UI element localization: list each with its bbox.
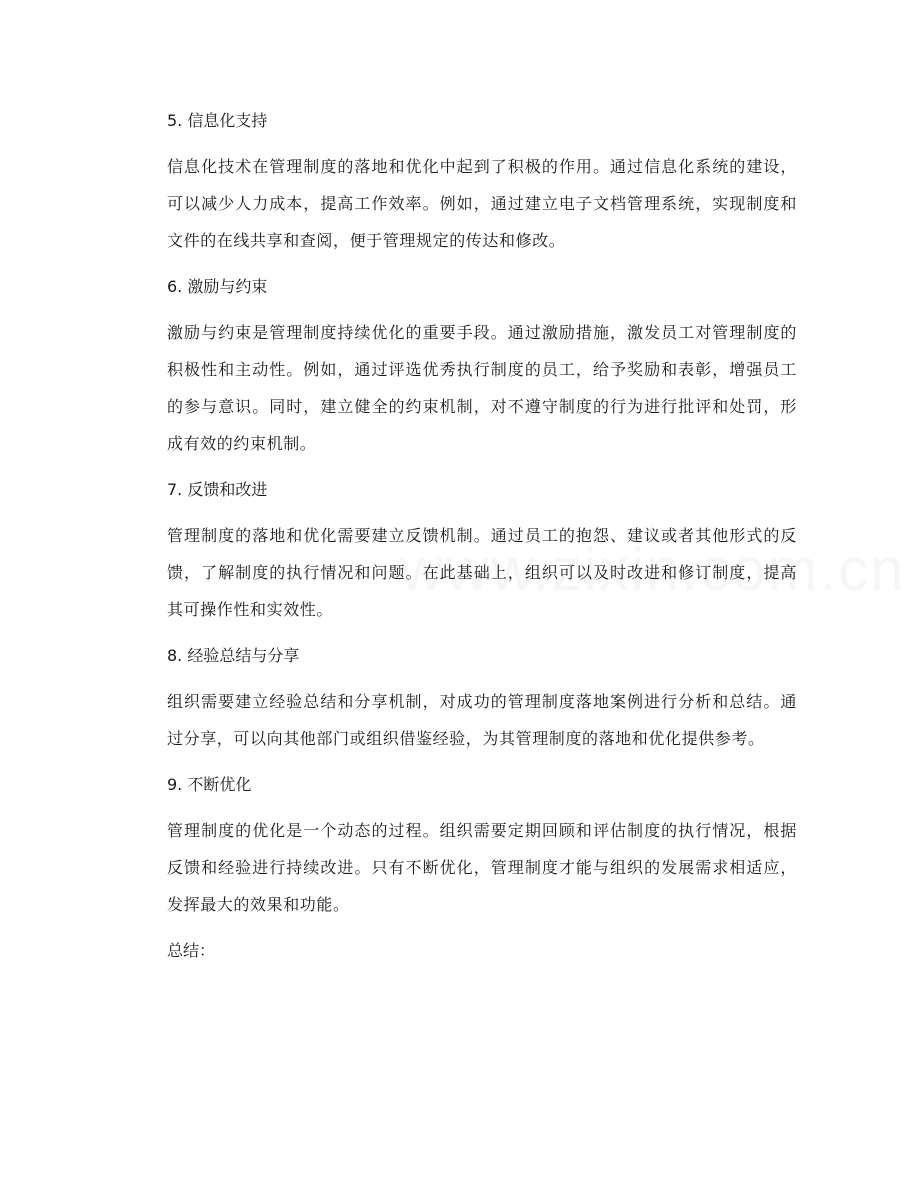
- section-body-5: 信息化技术在管理制度的落地和优化中起到了积极的作用。通过信息化系统的建设，可以减少人力成本，提高工作效率。例如，通过建立电子文档管理系统，实现制度和文件的在线共享和查阅，便于管理规定的传达和修改。: [167, 157, 797, 250]
- section-body-8: 组织需要建立经验总结和分享机制，对成功的管理制度落地案例进行分析和总结。通过分享，可以向其他部门或组织借鉴经验，为其管理制度的落地和优化提供参考。: [167, 692, 797, 748]
- section-heading-9: 9. 不断优化: [167, 775, 252, 794]
- section-body-7: 管理制度的落地和优化需要建立反馈机制。通过员工的抱怨、建议或者其他形式的反馈，了解制度的执行情况和问题。在此基础上，组织可以及时改进和修订制度，提高其可操作性和实效性。: [167, 526, 797, 619]
- section-heading-6: 6. 激励与约束: [167, 277, 268, 296]
- section-heading-5: 5. 信息化支持: [167, 111, 268, 130]
- document-content: [167, 105, 797, 978]
- section-heading-8: 8. 经验总结与分享: [167, 646, 300, 665]
- section-body-6: 激励与约束是管理制度持续优化的重要手段。通过激励措施，激发员工对管理制度的积极性和主动性。例如，通过评选优秀执行制度的员工，给予奖励和表彰，增强员工的参与意识。同时，建立健全的约束机制，对不遵守制度的行为进行批评和处罚，形成有效的约束机制。: [167, 323, 797, 453]
- section-body-9: 管理制度的优化是一个动态的过程。组织需要定期回顾和评估制度的执行情况，根据反馈和经验进行持续改进。只有不断优化，管理制度才能与组织的发展需求相适应，发挥最大的效果和功能。: [167, 821, 797, 914]
- summary-label: 总结：: [167, 941, 216, 960]
- section-heading-7: 7. 反馈和改进: [167, 480, 268, 499]
